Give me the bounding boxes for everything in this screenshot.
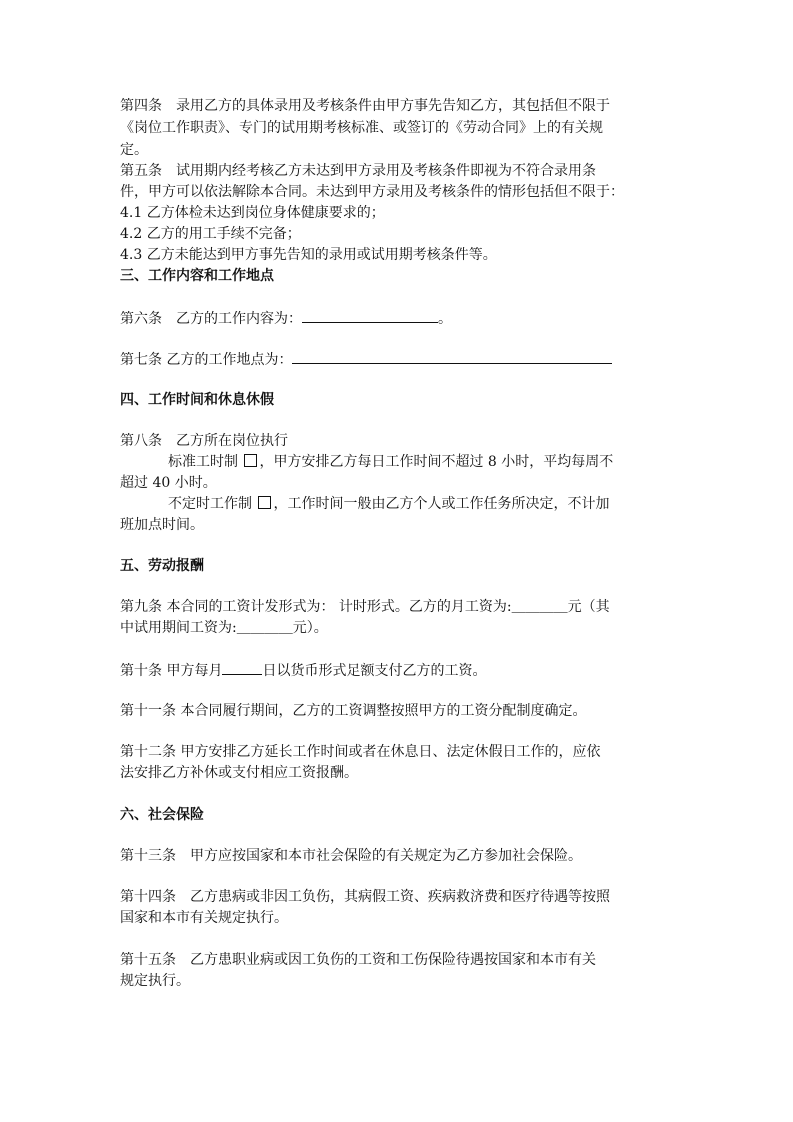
flexible-hours-checkbox [258,496,271,509]
article-10 [120,659,676,682]
work-content-blank [302,307,438,323]
section-5-heading: 五、劳动报酬 [120,558,204,574]
article-10-label: 第十条 甲方每月 [120,663,223,679]
article-9-line-1: 第九条 本合同的工资计发形式为： 计时形式。乙方的月工资为:＿＿＿＿元（其 [120,599,610,615]
article-6 [120,307,676,330]
flexible-hours-label: 不定时工作制 [168,496,252,512]
article-5-line-1: 第五条 试用期内经考核乙方未达到甲方录用及考核条件即视为不符合录用条 [120,163,596,179]
section-6-heading: 六、社会保险 [120,807,204,823]
article-5-line-2: 件，甲方可以依法解除本合同。未达到甲方录用及考核条件的情形包括但不限于： [120,184,624,200]
section-4-heading: 四、工作时间和休息休假 [120,392,274,408]
work-location-blank [292,348,612,364]
standard-hours-checkbox [244,454,257,467]
article-5-item-2: 4.2 乙方的用工手续不完备； [120,226,301,242]
flexible-hours-line-2: 班加点时间。 [120,517,204,533]
article-4-line-2: 《岗位工作职责》、专门的试用期考核标准、或签订的《劳动合同》上的有关规 [120,120,603,136]
article-14-line-1: 第十四条 乙方患病或非因工负伤，其病假工资、疾病救济费和医疗待遇等按照 [120,889,610,905]
article-11: 第十一条 本合同履行期间，乙方的工资调整按照甲方的工资分配制度确定。 [120,703,587,719]
article-6-label: 第六条 乙方的工作内容为： [120,311,302,327]
standard-hours-option [168,452,676,473]
article-12-line-1: 第十二条 甲方安排乙方延长工作时间或者在休息日、法定休假日工作的，应依 [120,744,601,760]
article-8-line-1: 第八条 乙方所在岗位执行 [120,433,288,449]
article-4-line-3: 定。 [120,142,148,158]
standard-hours-text: ，甲方安排乙方每日工作时间不超过 8 小时，平均每周不 [259,454,614,470]
article-6-end: 。 [438,311,452,327]
article-10-text: 日以货币形式足额支付乙方的工资。 [262,663,487,679]
article-12-line-2: 法安排乙方补休或支付相应工资报酬。 [120,765,358,781]
flexible-hours-option [168,494,676,515]
pay-day-blank [222,659,262,675]
article-15-line-1: 第十五条 乙方患职业病或因工负伤的工资和工伤保险待遇按国家和本市有关 [120,952,596,968]
section-3-heading: 三、工作内容和工作地点 [120,268,274,284]
article-5-item-3: 4.3 乙方未能达到甲方事先告知的录用或试用期考核条件等。 [120,247,497,263]
article-5-item-1: 4.1 乙方体检未达到岗位身体健康要求的； [120,205,385,221]
article-9-line-2: 中试用期间工资为:＿＿＿＿元）。 [120,620,328,636]
article-7-label: 第七条 乙方的工作地点为： [120,352,293,368]
article-14-line-2: 国家和本市有关规定执行。 [120,910,288,926]
flexible-hours-text: ，工作时间一般由乙方个人或工作任务所决定，不计加 [273,496,610,512]
standard-hours-line-2: 超过 40 小时。 [120,475,217,491]
article-13: 第十三条 甲方应按国家和本市社会保险的有关规定为乙方参加社会保险。 [120,848,582,864]
article-15-line-2: 规定执行。 [120,973,190,989]
article-4-line-1: 第四条 录用乙方的具体录用及考核条件由甲方事先告知乙方，其包括但不限于 [120,98,610,114]
article-7 [120,348,676,371]
standard-hours-label: 标准工时制 [168,454,238,470]
